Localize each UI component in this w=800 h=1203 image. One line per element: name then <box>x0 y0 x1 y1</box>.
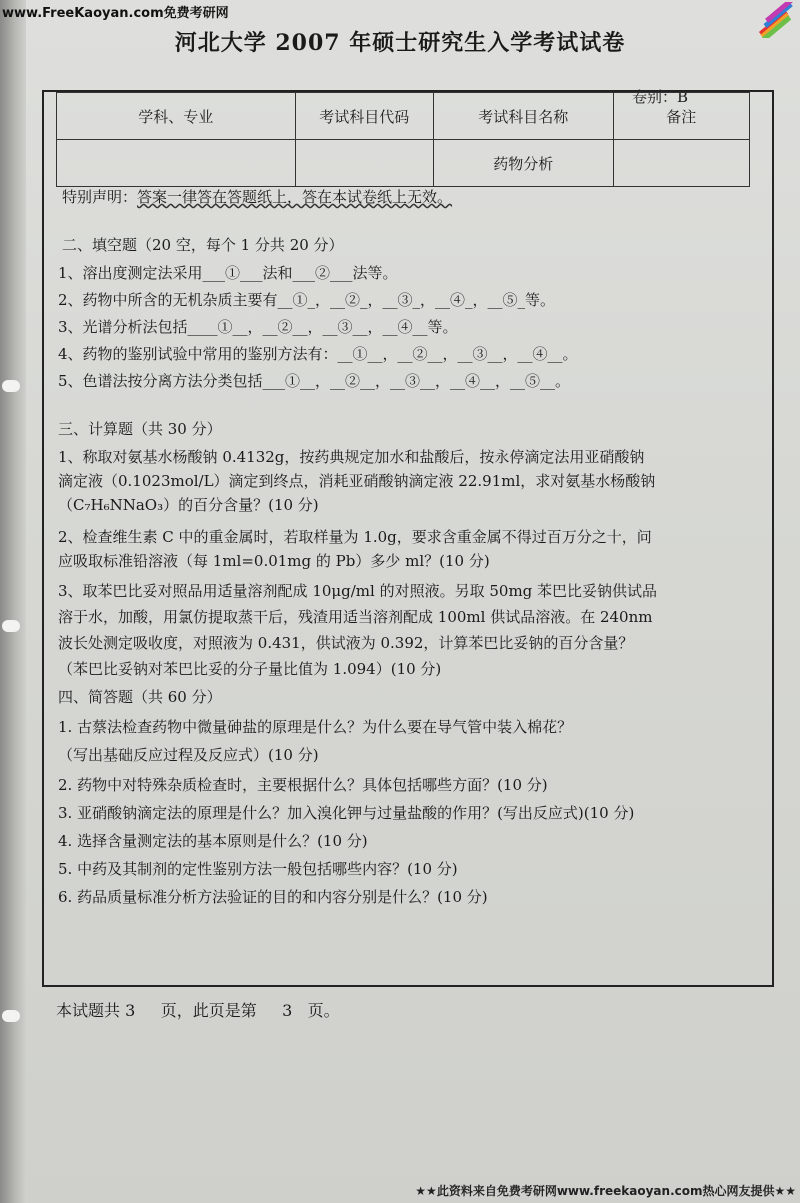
cell-empty <box>613 140 749 187</box>
binding-edge <box>0 0 26 1203</box>
notice-prefix: 特别声明： <box>62 188 138 206</box>
header-table <box>56 92 750 187</box>
col-remarks: 备注 <box>613 93 749 140</box>
exam-title: 河北大学 2007 年硕士研究生入学考试试卷 <box>174 30 626 56</box>
question-line: 1. 古蔡法检查药物中微量砷盐的原理是什么？为什么要在导气管中装入棉花？ <box>58 718 573 736</box>
binding-hole <box>2 380 20 392</box>
question-line: 6. 药品质量标准分析方法验证的目的和内容分别是什么？(10 分) <box>58 888 488 906</box>
special-notice <box>62 186 452 207</box>
col-subject-code: 考试科目代码 <box>295 93 433 140</box>
question-line: 5、色谱法按分离方法分类包括___①__，__②__，__③__，__④__，__⑤__。 <box>58 372 571 390</box>
col-subject-name: 考试科目名称 <box>433 93 613 140</box>
section-heading: 三、计算题（共 30 分） <box>58 420 222 438</box>
question-line: 3. 亚硝酸钠滴定法的原理是什么？加入溴化钾与过量盐酸的作用？(写出反应式)(10 分) <box>58 804 635 822</box>
question-line: （写出基础反应过程及反应式）(10 分) <box>58 746 319 764</box>
col-subject-major: 学科、专业 <box>57 93 296 140</box>
notice-text: 答案一律答在答题纸上，答在本试卷纸上无效。 <box>137 188 453 206</box>
section-heading: 二、填空题（20 空，每个 1 分共 20 分） <box>62 236 344 254</box>
question-line: 5. 中药及其制剂的定性鉴别方法一般包括哪些内容？(10 分) <box>58 860 458 878</box>
question-line: 2、药物中所含的无机杂质主要有__①_，__②_，__③_，__④_，__⑤_等。 <box>58 291 556 309</box>
watermark-top[interactable]: www.FreeKaoyan.com免费考研网 <box>2 6 229 21</box>
cell-subject-name: 药物分析 <box>433 140 613 187</box>
cell-empty <box>57 140 296 187</box>
watermark-bottom[interactable]: ★★此资料来自免费考研网www.freekaoyan.com热心网友提供★★ <box>415 1184 796 1198</box>
volume-label: 卷别：B <box>632 88 689 106</box>
question-line: （C₇H₆NNaO₃）的百分含量？(10 分) <box>58 496 319 514</box>
question-line: 波长处测定吸收度，对照液为 0.431，供试液为 0.392，计算苯巴比妥钠的百分含量？ <box>58 634 634 652</box>
question-line: 1、称取对氨基水杨酸钠 0.4132g，按药典规定加水和盐酸后，按永停滴定法用亚硝酸钠 <box>58 448 645 466</box>
cell-empty <box>295 140 433 187</box>
question-line: 1、溶出度测定法采用___①___法和___②___法等。 <box>58 264 398 282</box>
question-line: 4. 选择含量测定法的基本原则是什么？(10 分) <box>58 832 368 850</box>
page-footer: 本试题共 3 页，此页是第 3 页。 <box>56 1001 340 1020</box>
binding-hole <box>2 1010 20 1022</box>
section-heading: 四、简答题（共 60 分） <box>58 688 222 706</box>
question-line: 3、取苯巴比妥对照品用适量溶剂配成 10μg/ml 的对照液。另取 50mg 苯巴比妥钠供试品 <box>58 582 658 600</box>
question-line: 2. 药物中对特殊杂质检查时，主要根据什么？具体包括哪些方面？(10 分) <box>58 776 548 794</box>
question-line: 溶于水，加酸，用氯仿提取蒸干后，残渣用适当溶剂配成 100ml 供试品溶液。在 240nm <box>58 608 653 626</box>
question-line: （苯巴比妥钠对苯巴比妥的分子量比值为 1.094）(10 分) <box>58 660 442 678</box>
binding-hole <box>2 620 20 632</box>
question-line: 2、检查维生素 C 中的重金属时，若取样量为 1.0g，要求含重金属不得过百万分之十，问 <box>58 528 652 546</box>
colored-pencils-icon <box>752 2 796 38</box>
question-line: 4、药物的鉴别试验中常用的鉴别方法有：__①__，__②__，__③__，__④__。 <box>58 345 578 363</box>
question-line: 3、光谱分析法包括____①__，__②__，__③__，__④__等。 <box>58 318 458 336</box>
question-line: 滴定液（0.1023mol/L）滴定到终点，消耗亚硝酸钠滴定液 22.91ml，求对氨基水杨酸钠 <box>58 472 656 490</box>
question-line: 应吸取标准铅溶液（每 1ml=0.01mg 的 Pb）多少 ml？(10 分) <box>58 552 490 570</box>
